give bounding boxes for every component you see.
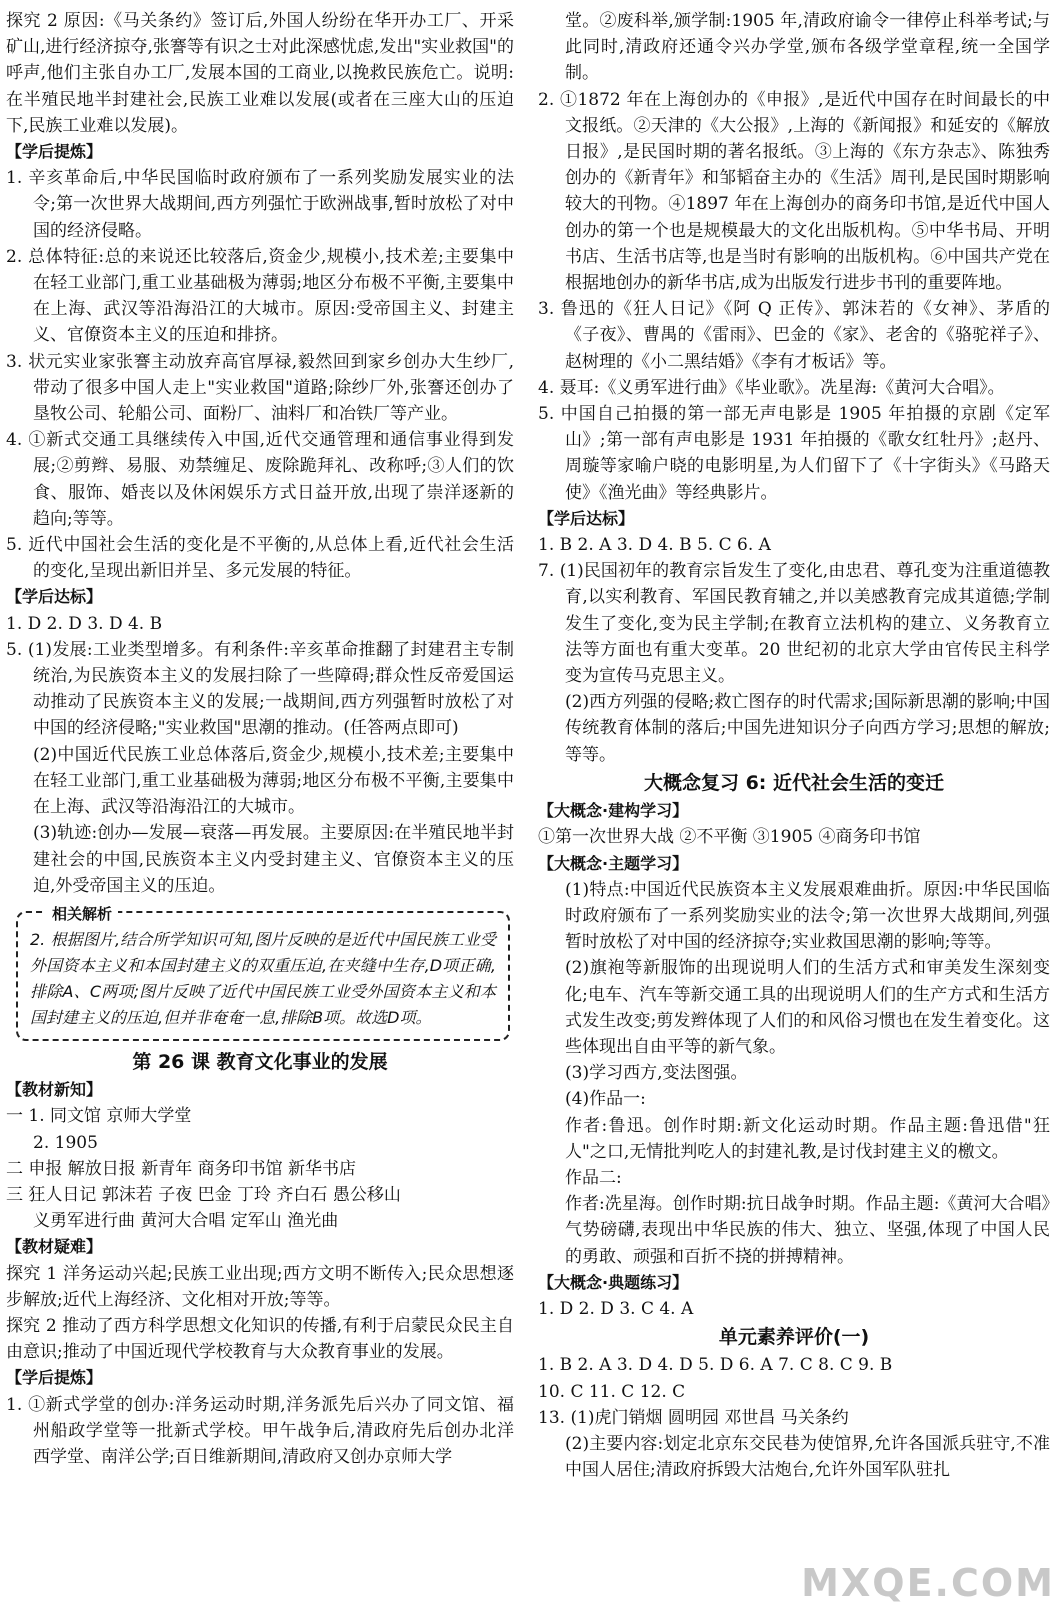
answer-subitem: (3)学习西方,变法图强。: [565, 1063, 748, 1084]
answer-key: 1. B 2. A 3. D 4. B 5. C 6. A: [538, 535, 771, 556]
section-heading: 【学后达标】: [538, 508, 635, 528]
watermark: MXQE.COM: [801, 1560, 1055, 1605]
answer-subitem: 作者:鲁迅。创作时期:新文化运动时期。作品主题:鲁迅借"狂人"之口,无情批判吃人的封建礼教,是讨伐封建主义的檄文。: [565, 1115, 1050, 1162]
answer-subitem: (2)西方列强的侵略;救亡图存的时代需求;国际新思潮的影响;中国传统教育体制的落后;中国先进知识分子向西方学习;思想的解放;等等。: [565, 692, 1050, 765]
answer-item: 1. ①新式学堂的创办:洋务运动时期,洋务派先后兴办了同文馆、福州船政学堂等一批新式学校。甲午战争后,清政府先后创办北洋西学堂、南洋公学;百日维新期间,清政府又创办京师大学: [6, 1394, 514, 1467]
answer-item: 2. ①1872 年在上海创办的《申报》,是近代中国存在时间最长的中文报纸。②天津的《大公报》,上海的《新闻报》和延安的《解放日报》,是民国时期的著名报纸。③上海的《东方杂志》、陈独秀创办的《新青年》和邹韬奋主办的《生活》周刊,是民国时期影响较大的刊物。④1897 年在上海创办的商务印书馆,是近代中国人创办的第一个也是规模最大的文化出版机构。⑤中华书局、开明书店、生活书店等,也是当时有影响的出版机构。⑥中国共产党在根据地创办的新华书店,成为出版发行进步书刊的重要阵地。: [538, 89, 1050, 294]
section-heading: 【大概念·典题练习】: [538, 1272, 689, 1292]
answer-subitem: (1)特点:中国近代民族资本主义发展艰难曲折。原因:中华民国临时政府颁布了一系列奖励实业的法令;第一次世界大战期间,列强暂时放松了对中国的经济掠夺;实业救国思潮的影响;等等。: [565, 879, 1050, 953]
paragraph: 探究 2 推动了西方科学思想文化知识的传播,有利于启蒙民众民主自由意识;推动了中国近现代学校教育与大众教育事业的发展。: [6, 1315, 514, 1363]
answer-key: 1. D 2. D 3. D 4. B: [6, 613, 163, 634]
answer-item: 7. (1)民国初年的教育宗旨发生了变化,由忠君、尊孔变为注重道德教育,以实利教育、军国民教育辅之,并以美感教育完成其道德;学制发生了变化,变为民主学制;在教育立法机构的建立、义务教育立法等方面也有重大变革。20 世纪初的北京大学由官传民主科学变为宣传马克思主义。: [538, 561, 1050, 687]
answer-subitem: 堂。②废科举,颁学制:1905 年,清政府谕令一律停止科举考试;与此同时,清政府还通令兴办学堂,颁布各级学堂章程,统一全国学制。: [565, 11, 1050, 84]
left-column: [6, 8, 514, 1470]
answer-key: 1. B 2. A 3. D 4. D 5. D 6. A 7. C 8. C 9. B: [538, 1355, 893, 1376]
section-heading: 【教材新知】: [6, 1080, 103, 1100]
answer-line: 2. 1905: [33, 1132, 98, 1153]
answer-item: 3. 鲁迅的《狂人日记》《阿 Q 正传》、郭沫若的《女神》、茅盾的《子夜》、曹禺的《雷雨》、巴金的《家》、老舍的《骆驼祥子》、赵树理的《小二黑结婚》《李有才板话》等。: [538, 299, 1050, 372]
answer-line: 义勇军进行曲 黄河大合唱 定军山 渔光曲: [33, 1211, 339, 1232]
answer-subitem: 作者:冼星海。创作时期:抗日战争时期。作品主题:《黄河大合唱》气势磅礴,表现出中华民族的伟大、独立、坚强,体现了中国人民的勇敢、顽强和百折不挠的拼搏精神。: [565, 1194, 1050, 1267]
section-heading: 【教材疑难】: [6, 1237, 103, 1257]
section-heading: 【学后提炼】: [6, 142, 103, 162]
review-title: 大概念复习 6: 近代社会生活的变迁: [643, 771, 945, 794]
answer-line: 二 申报 解放日报 新青年 商务印书馆 新华书店: [6, 1158, 357, 1179]
answer-subitem: (3)轨迹:创办—发展—衰落—再发展。主要原因:在半殖民地半封建社会的中国,民族资本主义内受封建主义、官僚资本主义的压迫,外受帝国主义的压迫。: [33, 823, 514, 896]
answer-subitem: 作品二:: [565, 1167, 622, 1188]
analysis-text: 2. 根据图片,结合所学知识可知,图片反映的是近代中国民族工业受外国资本主义和本国封建主义的双重压迫,在夹缝中生存,D项正确,排除A、C两项;图片反映了近代中国民族工业受外国资本主义和本国封建主义的压迫,但并非奄奄一息,排除B项。故选D项。: [30, 929, 496, 1027]
answer-subitem: (2)中国近代民族工业总体落后,资金少,规模小,技术差;主要集中在轻工业部门,重工业基础极为薄弱;地区分布极不平衡,主要集中在上海、武汉等沿海沿江的大城市。: [33, 744, 514, 818]
answer-item: 1. 辛亥革命后,中华民国临时政府颁布了一系列奖励发展实业的法令;第一次世界大战期间,西方列强忙于欧洲战事,暂时放松了对中国的经济侵略。: [6, 168, 514, 241]
right-column: [538, 8, 1050, 1483]
section-heading: 【学后提炼】: [6, 1368, 103, 1388]
answer-line: 三 狂人日记 郭沫若 子夜 巴金 丁玲 齐白石 愚公移山: [6, 1184, 401, 1205]
lesson-title: 第 26 课 教育文化事业的发展: [132, 1050, 388, 1073]
answer-item: 5. 中国自己拍摄的第一部无声电影是 1905 年拍摄的京剧《定军山》;第一部有声电影是 1931 年拍摄的《歌女红牡丹》;赵丹、周璇等家喻户晓的电影明星,为人们留下了《十字街头》《马路天使》《渔光曲》等经典影片。: [538, 404, 1050, 503]
answer-subitem: (2)主要内容:划定北京东交民巷为使馆界,允许各国派兵驻守,不准中国人居住;清政府拆毁大沽炮台,允许外国军队驻扎: [565, 1433, 1050, 1481]
analysis-box-title: 相关解析: [46, 901, 118, 927]
section-heading: 【学后达标】: [6, 587, 103, 607]
answer-item: 2. 总体特征:总的来说还比较落后,资金少,规模小,技术差;主要集中在轻工业部门,重工业基础极为薄弱;地区分布极不平衡,主要集中在上海、武汉等沿海沿江的大城市。原因:受帝国主义、封建主义、官僚资本主义的压迫和排挤。: [6, 246, 514, 346]
answer-line: 一 1. 同文馆 京师大学堂: [6, 1106, 192, 1127]
paragraph: 探究 1 洋务运动兴起;民族工业出现;西方文明不断传入;民众思想逐步解放;近代上海经济、文化相对开放;等等。: [6, 1263, 514, 1310]
answer-subitem: (2)旗袍等新服饰的出现说明人们的生活方式和审美发生深刻变化;电车、汽车等新交通工具的出现说明人们的生产方式和生活方式发生改变;剪发辫体现了人们的和风俗习惯也在发生着变化。这些体现出自由平等的新气象。: [565, 958, 1050, 1057]
answer-line: ①第一次世界大战 ②不平衡 ③1905 ④商务印书馆: [538, 827, 921, 848]
answer-key: 10. C 11. C 12. C: [538, 1381, 686, 1402]
answer-item: 4. ①新式交通工具继续传入中国,近代交通管理和通信事业得到发展;②剪辫、易服、劝禁缠足、废除跪拜礼、改称呼;③人们的饮食、服饰、婚丧以及休闲娱乐方式日益开放,出现了崇洋逐新的趋向;等等。: [6, 430, 514, 529]
answer-item: 3. 状元实业家张謇主动放弃高官厚禄,毅然回到家乡创办大生纱厂,带动了很多中国人走上"实业救国"道路;除纱厂外,张謇还创办了垦牧公司、轮船公司、面粉厂、油料厂和冶铁厂等产业。: [6, 351, 514, 425]
answer-key: 1. D 2. D 3. C 4. A: [538, 1298, 694, 1319]
section-heading: 【大概念·主题学习】: [538, 853, 689, 873]
unit-title: 单元素养评价(一): [718, 1326, 870, 1349]
answer-item: 4. 聂耳:《义勇军进行曲》《毕业歌》。冼星海:《黄河大合唱》。: [538, 377, 1005, 398]
answer-item: 5. 近代中国社会生活的变化是不平衡的,从总体上看,近代社会生活的变化,呈现出新旧并呈、多元发展的特征。: [6, 535, 514, 582]
answer-subitem: (4)作品一:: [565, 1089, 646, 1110]
answer-line: 13. (1)虎门销烟 圆明园 邓世昌 马关条约: [538, 1407, 849, 1428]
paragraph: 探究 2 原因:《马关条约》签订后,外国人纷纷在华开办工厂、开采矿山,进行经济掠夺,张謇等有识之士对此深感忧虑,发出"实业救国"的呼声,他们主张自办工厂,发展本国的工商业,以挽救民族危亡。说明:在半殖民地半封建社会,民族工业难以发展(或者在三座大山的压迫下,民族工业难以发展)。: [6, 11, 514, 136]
analysis-box: [16, 904, 510, 1041]
section-heading: 【大概念·建构学习】: [538, 801, 689, 821]
answer-item: 5. (1)发展:工业类型增多。有利条件:辛亥革命推翻了封建君主专制统治,为民族资本主义的发展扫除了一些障碍;群众性反帝爱国运动推动了民族资本主义的发展;一战期间,西方列强暂时放松了对中国的经济侵略;"实业救国"思潮的推动。(任答两点即可): [6, 639, 514, 739]
